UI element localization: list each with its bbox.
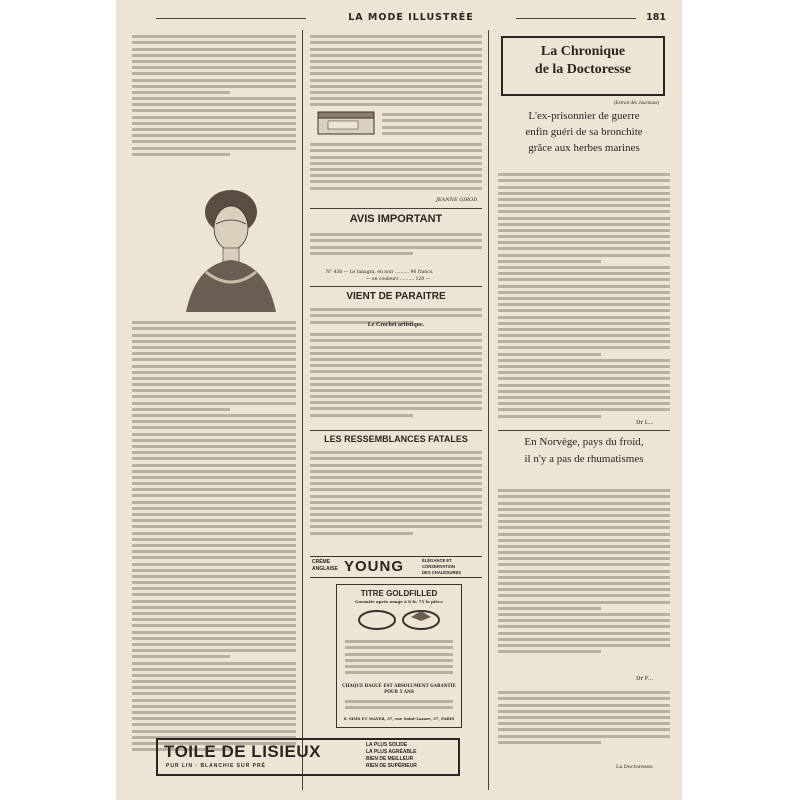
rule-2 (310, 286, 482, 287)
young-creme: CRÈME (312, 559, 331, 565)
magazine-page (116, 0, 682, 800)
vient-heading: VIENT DE PARAITRE (346, 291, 446, 302)
young-brand: YOUNG (344, 558, 405, 575)
rule-right (498, 430, 670, 431)
headline-1 (496, 108, 672, 156)
chronicle-text-2 (498, 486, 670, 656)
ressemblances-text (310, 448, 482, 538)
text-column-2-top (310, 32, 482, 109)
headline-1a: L'ex-prisonnier de guerre (528, 110, 640, 122)
toile-line-1: LA PLUS SOLIDE (366, 742, 408, 748)
young-ad (310, 556, 482, 578)
titre-title: TITRE GOLDFILLED (360, 589, 438, 598)
toile-line-3: BIEN DE MEILLEUR (366, 756, 414, 762)
toile-sub: PUR LIN · BLANCHIE SUR PRÉ (166, 763, 266, 769)
titre-goldfilled-ad (336, 584, 462, 728)
price-line-1: N° 436 — Le tanagra, en noir .......... 90 francs. (326, 270, 434, 275)
rule-1 (310, 208, 482, 209)
signoff-1: Dr L... (636, 420, 654, 426)
titre-body (345, 637, 453, 677)
young-tagline-2: CONSERVATION (422, 564, 456, 569)
column-divider-2 (488, 30, 489, 790)
young-tagline-3: DES CHAUSSURES (422, 570, 462, 575)
price-line-2: — en couleurs .......... 120 — (366, 277, 431, 282)
text-column-1-lower (132, 318, 296, 754)
titre-address: S. SIMS ET MAYER, 37, rue Saint-Lazare, 37, PARIS (343, 716, 455, 721)
toile-brand: TOILE DE LISIEUX (164, 742, 321, 761)
text-column-2-mid (310, 140, 482, 193)
avis-heading: AVIS IMPORTANT (349, 213, 443, 225)
young-tagline-1: ÉLÉGANCE ET (422, 558, 452, 563)
headline-1b: enfin guéri de sa bronchite (525, 126, 643, 138)
signoff-2: Dr F... (636, 676, 653, 682)
chronicle-title-box (501, 36, 665, 106)
rule-3 (310, 430, 482, 431)
header-ornament-right (516, 18, 636, 19)
woman-portrait-illustration (176, 172, 286, 312)
crochet-text (310, 330, 482, 420)
crochet-title: Le Crochet artistique. (367, 322, 425, 328)
column-divider-1 (302, 30, 303, 790)
headline-2 (496, 434, 672, 468)
chronicle-title-1: La Chronique (540, 44, 626, 59)
titre-guarantee: CHAQUE BAGUE EST ABSOLUMENT GARANTIE POUR 5 ANS (342, 683, 456, 694)
young-anglaise: ANGLAISE (312, 566, 338, 572)
ressemblances-heading: LES RESSEMBLANCES FATALES (324, 434, 468, 444)
avis-text (310, 230, 482, 258)
titre-subtitle: Garantie après usage à 8 fr. 75 la pièce (355, 599, 443, 604)
page-header (146, 12, 676, 26)
header-ornament-left (156, 18, 306, 19)
chronicle-text-3 (498, 688, 670, 747)
titre-body-2 (345, 697, 453, 713)
soap-box-illustration (316, 110, 378, 136)
headline-2b: il n'y a pas de rhumatismes (524, 453, 644, 465)
signature: JEANNE GIROD. (436, 197, 479, 203)
text-column-1 (132, 32, 296, 159)
toile-line-4: RIEN DE SUPÉRIEUR (366, 763, 417, 769)
rings-illustration (349, 607, 449, 633)
text-column-2-beside-box (382, 110, 482, 138)
footer-signature: La Doctoresse. (616, 764, 654, 770)
headline-2a: En Norvège, pays du froid, (524, 436, 644, 448)
chronicle-text-1 (498, 170, 670, 421)
toile-line-2: LA PLUS AGRÉABLE (366, 749, 417, 755)
header-title: LA MODE ILLUSTRÉE (348, 12, 474, 23)
headline-1c: grâce aux herbes marines (528, 142, 640, 154)
chronicle-title-2: de la Doctoresse (534, 62, 632, 77)
page-number: 181 (646, 12, 666, 23)
toile-de-lisieux-ad (156, 738, 460, 776)
chronicle-source: (Extrait des Journaux) (613, 101, 659, 106)
